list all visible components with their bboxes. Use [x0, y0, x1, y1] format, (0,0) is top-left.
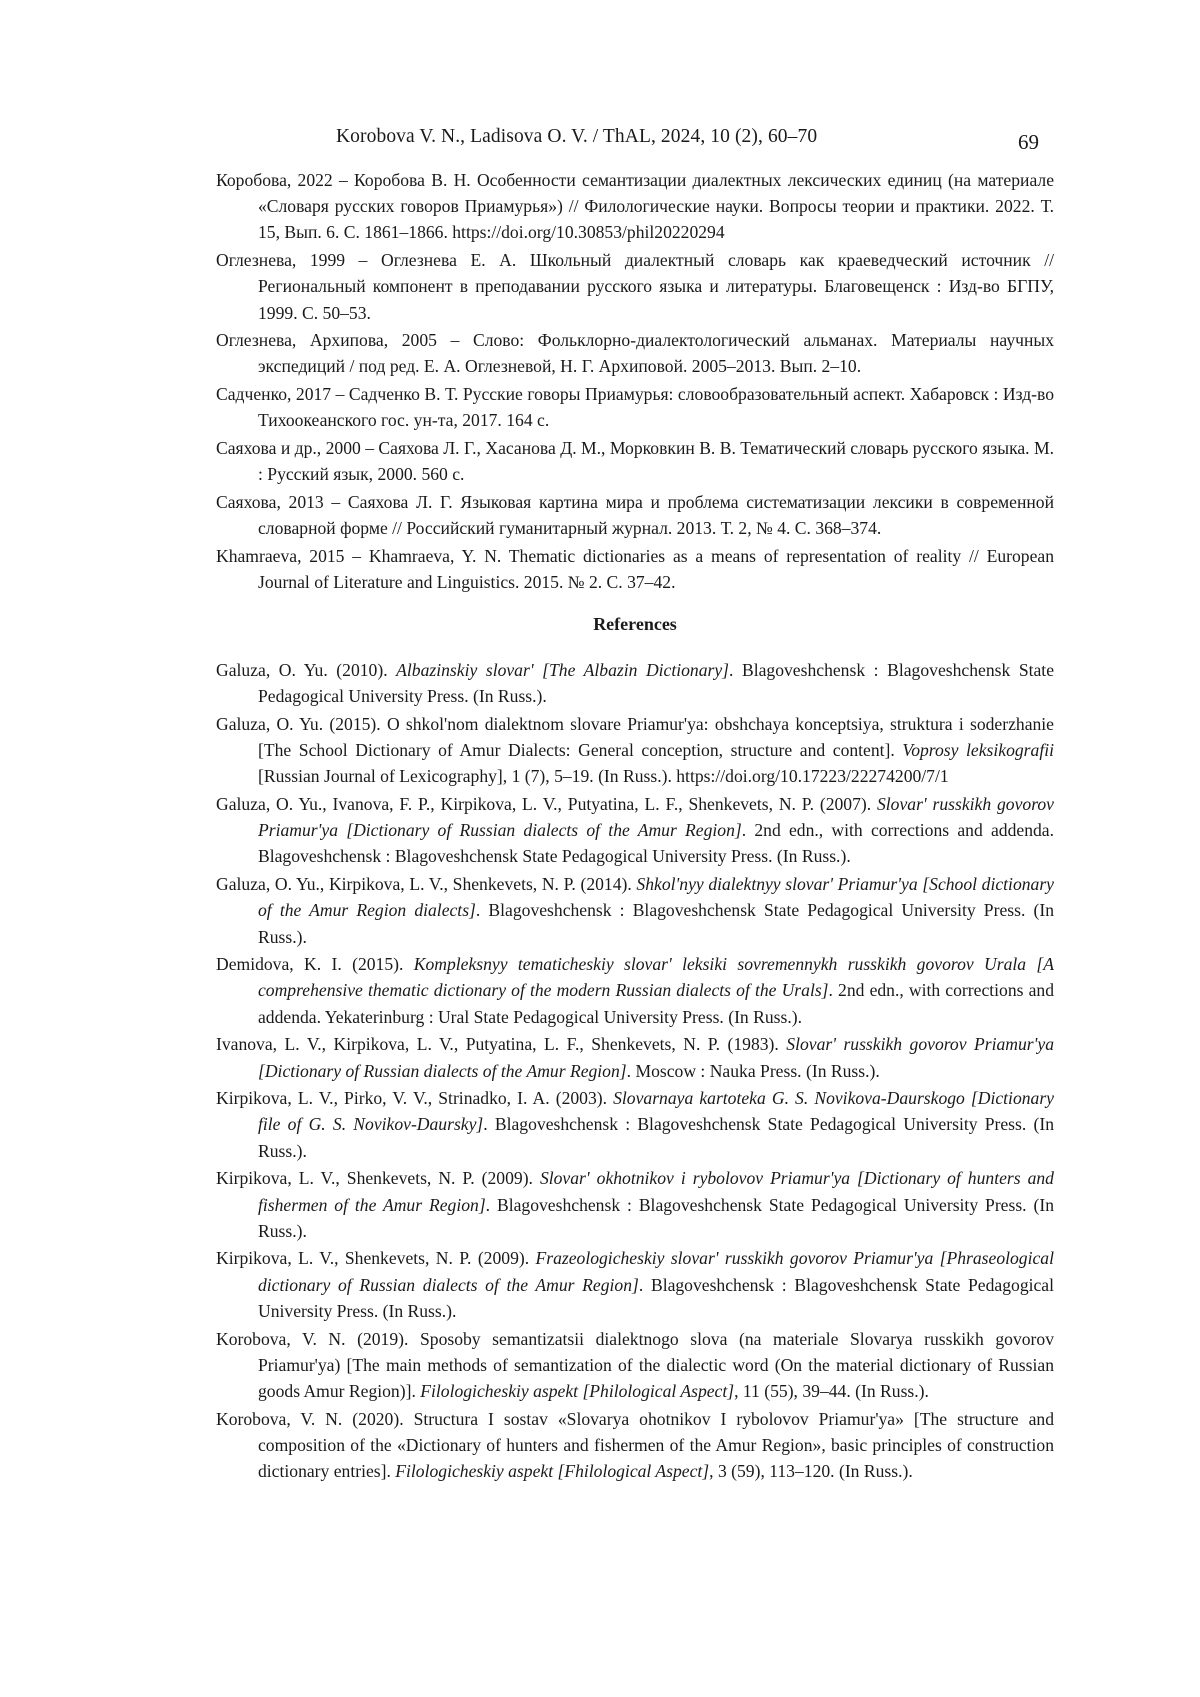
reference-text: , 11 (55), 39–44. (In Russ.). [734, 1380, 929, 1401]
reference-text: Kirpikova, L. V., Pirko, V. V., Strinadko, I. A. (2003). [216, 1088, 614, 1109]
reference-entry-en [216, 1165, 1054, 1244]
reference-entry-ru [216, 327, 1054, 379]
reference-entry-ru [216, 381, 1054, 433]
references-heading: References [593, 614, 677, 634]
russian-reference-list [216, 167, 1054, 597]
reference-text: . Moscow : Nauka Press. (In Russ.). [626, 1060, 880, 1081]
running-head: Korobova V. N., Ladisova O. V. / ThAL, 2024, 10 (2), 60–70 [336, 126, 818, 147]
reference-entry-en [216, 791, 1054, 870]
reference-entry-en [216, 871, 1054, 950]
reference-text: [Russian Journal of Lexicography], 1 (7), 5–19. (In Russ.). https://doi.org/10.17223/22274200/7/1 [258, 766, 949, 787]
reference-text: Коробова, 2022 – Коробова В. Н. Особенности семантизации диалектных лексических единиц (на материале «Словаря русских говоров Приамурья») // Филологические науки. Вопросы теории и практики. 2022. Т. 15, Вып. 6. С. 1861–1866. https://doi.org/10.30853/phil20220294 [216, 170, 1054, 243]
reference-text: Саяхова и др., 2000 – Саяхова Л. Г., Хасанова Д. М., Морковкин В. В. Тематический словарь русского языка. М. : Русский язык, 2000. 560 с. [216, 438, 1054, 485]
reference-text: Саяхова, 2013 – Саяхова Л. Г. Языковая картина мира и проблема систематизации лексики в современной словарной форме // Российский гуманитарный журнал. 2013. Т. 2, № 4. С. 368–374. [216, 491, 1054, 539]
reference-text: . 2nd edn., with corrections and addenda. Yekaterinburg : Ural State Pedagogical University Press. (In Russ.). [258, 980, 1054, 1027]
reference-text: . Blagoveshchensk : Blagoveshchensk State Pedagogical University Press. (In Russ.). [258, 1194, 1054, 1241]
reference-entry-en [216, 1085, 1054, 1164]
reference-title-italic: Slovar' russkikh govorov Priamur'ya [Dictionary of Russian dialects of the Amur Region] [258, 794, 1054, 841]
reference-text: Galuza, O. Yu. (2010). [216, 660, 397, 680]
reference-entry-en [216, 1245, 1054, 1324]
reference-text: . Blagoveshchensk : Blagoveshchensk State Pedagogical University Press. (In Russ.). [258, 660, 1054, 707]
reference-title-italic: Shkol'nyy dialektnyy slovar' Priamur'ya [School dictionary of the Amur Region dialects] [258, 874, 1054, 921]
reference-title-italic: Albazinskiy slovar' [The Albazin Dictionary] [396, 660, 730, 680]
reference-title-italic: Filologicheskiy aspekt [Philological Aspect] [420, 1380, 735, 1401]
reference-text: Galuza, O. Yu. (2015). O shkol'nom dialektnom slovare Priamur'ya: obshchaya konceptsiya, struktura i soderzhanie [The School Dictionary of Amur Dialects: General conception, structure and content]. [216, 713, 1054, 761]
reference-entry-en [216, 711, 1054, 790]
reference-text: . Blagoveshchensk : Blagoveshchensk State Pedagogical University Press. (In Russ.). [258, 1114, 1054, 1161]
reference-text: Kirpikova, L. V., Shenkevets, N. P. (2009). [216, 1248, 536, 1269]
reference-title-italic: Filologicheskiy aspekt [Fhilological Aspect] [395, 1461, 710, 1482]
reference-text: Оглезнева, Архипова, 2005 – Слово: Фольклорно-диалектологический альманах. Материалы научных экспедиций / под ред. Е. А. Оглезневой, Н. Г. Архиповой. 2005–2013. Вып. 2–10. [216, 330, 1054, 377]
reference-text: . 2nd edn., with corrections and addenda. Blagoveshchensk : Blagoveshchensk State Pedagogical University Press. (In Russ.). [258, 820, 1054, 867]
reference-text: Korobova, V. N. (2020). Structura I sostav «Slovarya ohotnikov I rybolovov Priamur'ya» [The structure and composition of the «Dictionary of hunters and fishermen of the Amur Region», basic principles of construction dictionary entries]. [216, 1408, 1054, 1482]
reference-title-italic: Kompleksnyy tematicheskiy slovar' leksiki sovremennykh russkikh govorov Urala [A comprehensive thematic dictionary of the modern Russian dialects of the Urals] [258, 954, 1054, 1001]
reference-title-italic: Slovar' russkikh govorov Priamur'ya [Dictionary of Russian dialects of the Amur Region] [258, 1034, 1054, 1081]
reference-text: Оглезнева, 1999 – Оглезнева Е. А. Школьный диалектный словарь как краеведческий источник // Региональный компонент в преподавании русского языка и литературы. Благовещенск : Изд-во БГПУ, 1999. С. 50–53. [216, 250, 1054, 323]
reference-entry-ru [216, 435, 1054, 487]
reference-text: Demidova, K. I. (2015). [216, 954, 414, 975]
reference-title-italic: Frazeologicheskiy slovar' russkikh govorov Priamur'ya [Phraseological dictionary of Russian dialects of the Amur Region] [258, 1248, 1054, 1295]
reference-text: Садченко, 2017 – Садченко В. Т. Русские говоры Приамурья: словообразовательный аспект. Хабаровск : Изд-во Тихоокеанского гос. ун-та, 2017. 164 с. [216, 384, 1054, 431]
reference-entry-ru [216, 489, 1054, 541]
reference-entry-ru [216, 543, 1054, 595]
reference-text: Khamraeva, 2015 – Khamraeva, Y. N. Thematic dictionaries as a means of representation of reality // European Journal of Literature and Linguistics. 2015. № 2. С. 37–42. [216, 545, 1054, 593]
english-reference-list [216, 657, 1054, 1486]
reference-text: Galuza, O. Yu., Kirpikova, L. V., Shenkevets, N. P. (2014). [216, 874, 637, 895]
reference-entry-en [216, 1031, 1054, 1083]
reference-entry-en [216, 1326, 1054, 1405]
reference-entry-ru [216, 247, 1054, 326]
reference-title-italic: Voprosy leksikografii [902, 740, 1054, 761]
reference-text: Galuza, O. Yu., Ivanova, F. P., Kirpikova, L. V., Putyatina, L. F., Shenkevets, N. P. (2007). [216, 794, 877, 815]
page-number: 69 [1018, 130, 1039, 154]
reference-text: . Blagoveshchensk : Blagoveshchensk State Pedagogical University Press. (In Russ.). [258, 900, 1054, 947]
reference-title-italic: Slovar' okhotnikov i rybolovov Priamur'ya [Dictionary of hunters and fishermen of the Amur Region] [258, 1168, 1054, 1215]
reference-title-italic: Slovarnaya kartoteka G. S. Novikova-Daurskogo [Dictionary file of G. S. Novikov-Daursky] [258, 1088, 1054, 1135]
reference-text: Ivanova, L. V., Kirpikova, L. V., Putyatina, L. F., Shenkevets, N. P. (1983). [216, 1034, 787, 1055]
reference-entry-en [216, 657, 1054, 709]
reference-entry-en [216, 1406, 1054, 1485]
reference-text: Korobova, V. N. (2019). Sposoby semantizatsii dialektnogo slova (na materiale Slovarya russkikh govorov Priamur'ya) [The main methods of semantization of the dialectic word (On the material dictionary of Russian goods Amur Region)]. [216, 1328, 1054, 1401]
reference-text: . Blagoveshchensk : Blagoveshchensk State Pedagogical University Press. (In Russ.). [258, 1274, 1055, 1321]
reference-text: , 3 (59), 113–120. (In Russ.). [709, 1461, 913, 1482]
reference-entry-ru [216, 167, 1054, 246]
reference-text: Kirpikova, L. V., Shenkevets, N. P. (2009). [216, 1168, 540, 1189]
reference-entry-en [216, 951, 1054, 1030]
